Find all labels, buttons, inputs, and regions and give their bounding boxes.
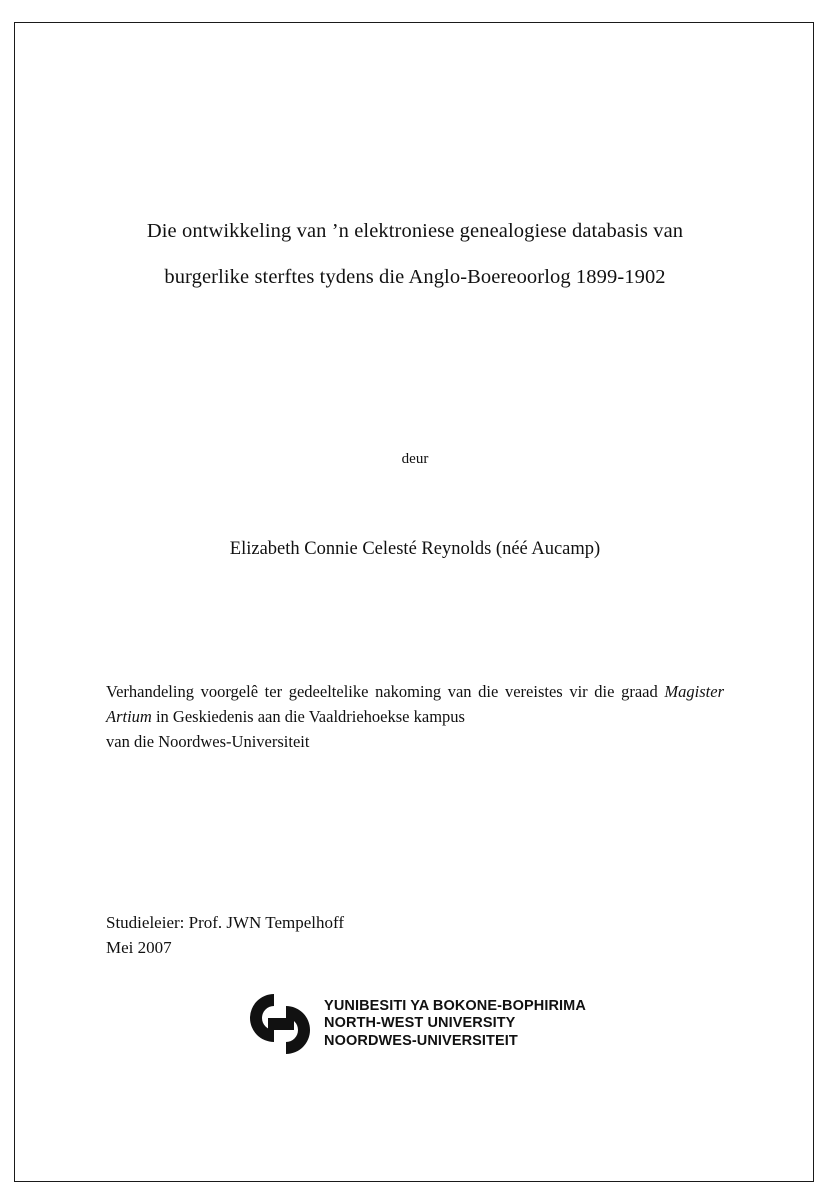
logo-line-1: YUNIBESITI YA BOKONE-BOPHIRIMA xyxy=(324,997,586,1014)
title-page-content xyxy=(100,22,730,1182)
university-logo xyxy=(100,988,730,1060)
logo-line-3: NOORDWES-UNIVERSITEIT xyxy=(324,1032,518,1049)
degree-statement xyxy=(106,679,724,754)
degree-name: Magister Artium xyxy=(106,682,724,726)
date-line: Mei 2007 xyxy=(106,938,172,957)
author-name: Elizabeth Connie Celesté Reynolds (néé Aucamp) xyxy=(229,539,601,559)
supervisor-block xyxy=(106,910,706,960)
statement-part-3: van die Noordwes-Universiteit xyxy=(106,732,310,751)
logo-line-2: NORTH-WEST UNIVERSITY xyxy=(324,1015,516,1032)
statement-part-2: in Geskiedenis aan die Vaaldriehoekse kampus xyxy=(151,707,465,726)
nwu-emblem-icon xyxy=(244,988,316,1060)
by-label: deur xyxy=(401,451,429,467)
statement-part-1: Verhandeling voorgelê ter gedeeltelike nakoming van die vereistes vir die graad xyxy=(106,682,665,701)
page-title xyxy=(100,208,730,300)
title-line-2: burgerlike sterftes tydens die Anglo-Boereoorlog 1899-1902 xyxy=(164,266,666,288)
supervisor-line: Studieleier: Prof. JWN Tempelhoff xyxy=(106,913,345,932)
logo-text-block xyxy=(324,998,586,1051)
title-line-1: Die ontwikkeling van ’n elektroniese genealogiese databasis van xyxy=(146,220,684,242)
